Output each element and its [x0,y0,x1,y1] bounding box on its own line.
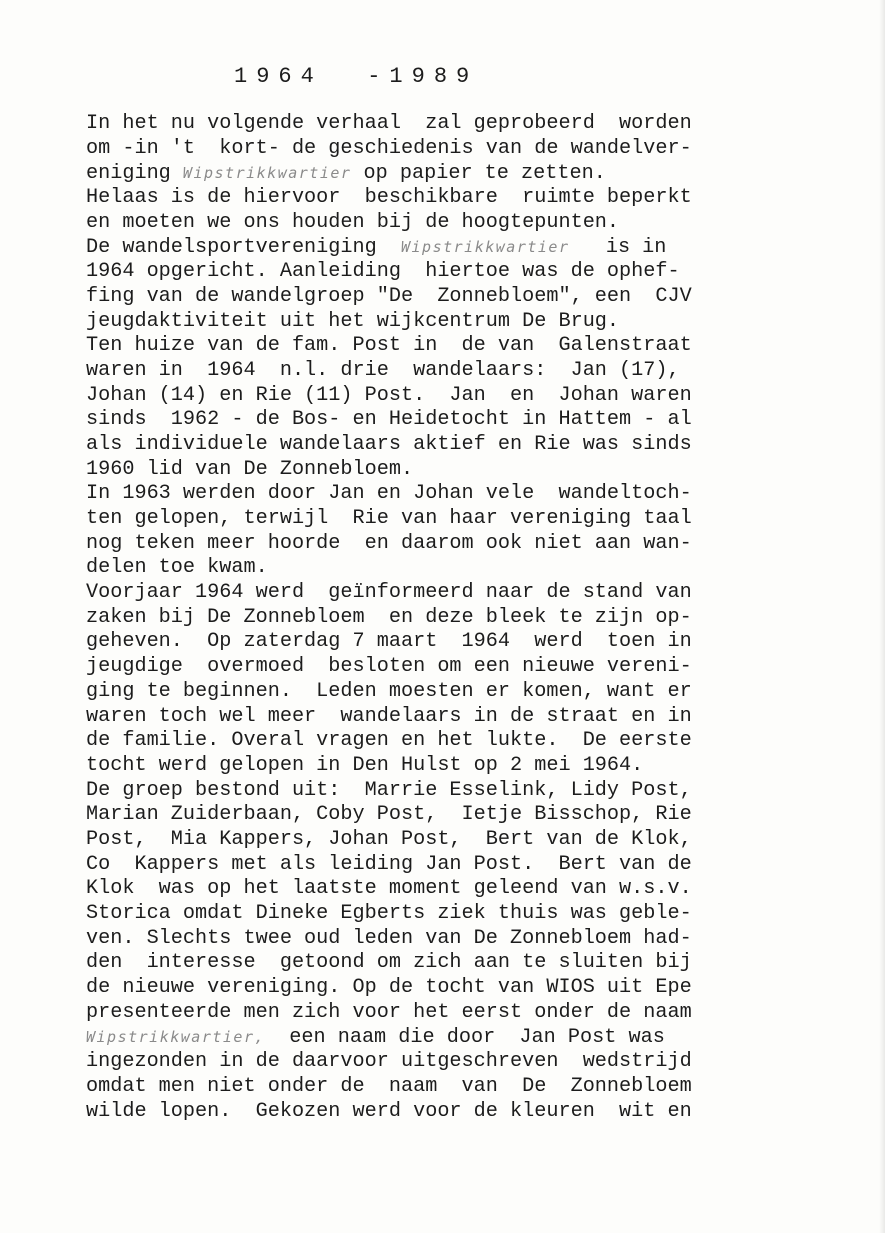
text-line [86,729,846,754]
text-line [86,532,846,557]
body-text [86,112,846,1124]
text-line [86,1001,846,1026]
text-line [86,1075,846,1100]
text-segment: Voorjaar 1964 werd geïnformeerd naar de stand van [86,581,692,605]
text-segment: de familie. Overal vragen en het lukte. De eerste [86,729,692,753]
text-segment: een naam die door Jan Post was [265,1026,665,1050]
text-line [86,680,846,705]
text-line [86,384,846,409]
text-line [86,260,846,285]
text-line [86,556,846,581]
club-name: Wipstrikkwartier [182,164,352,183]
text-segment: is in [569,236,667,260]
text-segment: In het nu volgende verhaal zal geprobeerd worden [86,112,692,135]
club-name: Wipstrikkwartier, [86,1028,266,1047]
text-segment: ten gelopen, terwijl Rie van haar vereniging taal [86,507,692,530]
text-line [86,606,846,631]
text-line [86,655,846,680]
text-line [86,507,846,532]
text-segment: ingezonden in de daarvoor uitgeschreven wedstrijd [86,1050,692,1074]
text-segment: Marian Zuiderbaan, Coby Post, Ietje Bisschop, Rie [86,803,692,827]
club-name: Wipstrikkwartier [400,238,570,257]
text-line [86,235,846,260]
text-segment: geheven. Op zaterdag 7 maart 1964 werd toen in [86,630,692,654]
text-segment: jeugdaktiviteit uit het wijkcentrum De Brug. [86,309,620,333]
text-segment: de nieuwe vereniging. Op de tocht van WIOS uit Epe [86,976,692,1000]
text-segment: sinds 1962 - de Bos- en Heidetocht in Hattem - al [86,408,692,432]
text-line [86,112,846,137]
text-segment: delen toe kwam. [86,556,268,580]
text-segment: De groep bestond uit: Marrie Esselink, Lidy Post, [86,778,692,802]
text-line [86,285,846,310]
text-segment: Storica omdat Dineke Egberts ziek thuis was geble- [86,902,692,925]
text-line [86,433,846,458]
text-segment: 1960 lid van De Zonnebloem. [86,457,414,481]
text-line [86,211,846,236]
text-line [86,976,846,1001]
page-title: 1964 -1989 [234,64,479,89]
text-line [86,951,846,976]
text-segment: waren in 1964 n.l. drie wandelaars: Jan (17), [86,358,680,382]
text-line [86,359,846,384]
text-line [86,581,846,606]
text-line [86,334,846,359]
text-segment: fing van de wandelgroep "De Zonnebloem", een CJV [86,284,692,308]
text-segment: Helaas is de hiervoor beschikbare ruimte beperkt [86,186,692,210]
text-segment: Johan (14) en Rie (11) Post. Jan en Johan waren [86,383,692,407]
text-line [86,902,846,927]
text-line [86,630,846,655]
text-segment: op papier te zetten. [351,162,606,186]
text-line [86,161,846,186]
text-segment: eniging [86,162,183,186]
text-segment: Post, Mia Kappers, Johan Post, Bert van de Klok, [86,827,692,851]
text-segment: en moeten we ons houden bij de hoogtepunten. [86,210,620,234]
text-segment: De wandelsportvereniging [86,236,401,260]
text-line [86,1050,846,1075]
text-segment: omdat men niet onder de naam van De Zonnebloem [86,1074,692,1098]
text-line [86,482,846,507]
text-segment: wilde lopen. Gekozen werd voor de kleuren wit en [86,1099,692,1123]
text-line [86,754,846,779]
text-line [86,458,846,483]
text-segment: nog teken meer hoorde en daarom ook niet aan wan- [86,531,692,555]
text-segment: als individuele wandelaars aktief en Rie was sinds [86,432,692,456]
text-segment: tocht werd gelopen in Den Hulst op 2 mei 1964. [86,753,644,777]
text-line [86,803,846,828]
text-segment: ging te beginnen. Leden moesten er komen, want er [86,679,692,703]
text-segment: presenteerde men zich voor het eerst onder de naam [86,1000,692,1024]
text-segment: om -in 't kort- de geschiedenis van de wandelver- [86,136,692,160]
text-line [86,853,846,878]
text-line [86,137,846,162]
text-segment: Klok was op het laatste moment geleend van w.s.v. [86,877,692,901]
text-segment: jeugdige overmoed besloten om een nieuwe vereni- [86,655,692,679]
text-segment: den interesse getoond om zich aan te sluiten bij [86,951,692,975]
text-line [86,927,846,952]
text-line [86,408,846,433]
text-segment: waren toch wel meer wandelaars in de straat en in [86,704,692,728]
text-line [86,877,846,902]
text-segment: 1964 opgericht. Aanleiding hiertoe was de ophef- [86,260,680,284]
text-segment: ven. Slechts twee oud leden van De Zonnebloem had- [86,926,692,950]
text-line [86,779,846,804]
text-line [86,310,846,335]
page-edge-shadow [879,0,885,1233]
text-line [86,828,846,853]
text-line [86,1100,846,1125]
text-line [86,186,846,211]
text-line [86,705,846,730]
text-segment: zaken bij De Zonnebloem en deze bleek te zijn op- [86,605,692,629]
text-segment: In 1963 werden door Jan en Johan vele wandeltoch- [86,482,692,506]
text-segment: Ten huize van de fam. Post in de van Galenstraat [86,334,692,358]
text-line [86,1025,846,1050]
text-segment: Co Kappers met als leiding Jan Post. Bert van de [86,852,692,876]
